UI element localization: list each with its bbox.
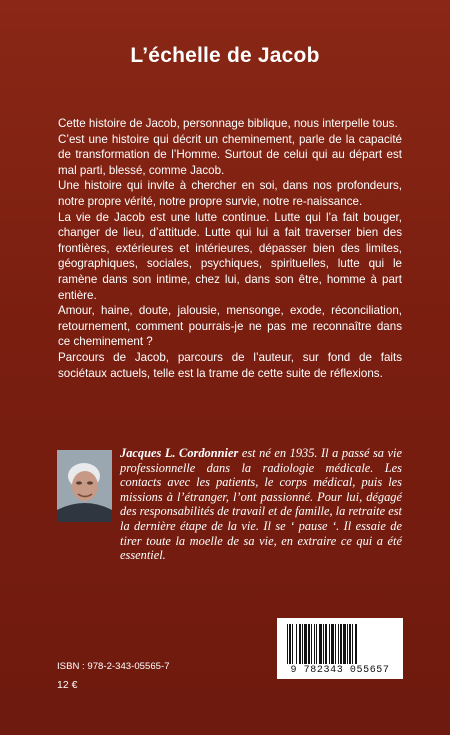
- barcode-bar: [340, 624, 342, 664]
- barcode-bar: [316, 624, 317, 664]
- blurb-paragraph: Cette histoire de Jacob, personnage biblique, nous interpelle tous.: [58, 117, 398, 130]
- isbn: ISBN : 978-2-343-05565-7: [57, 661, 170, 672]
- barcode: [277, 618, 403, 679]
- author-bio-text: est né en 1935. Il a passé sa vie professionnelle dans la radiologie médicale. Les contacts avec les patients, le corps médical, puis les missions à l’étranger, l’ont passionné. Pour lui, dégagé des responsabilités de travail et de famille, la retraite est la dernière étape de la vie. Il se ‘ pause ‘. Il essaie de tirer toute la moelle de sa vie, en extraire ce qui a été essentiel.: [120, 446, 402, 563]
- barcode-digits: 9 782343 055657: [290, 665, 390, 676]
- author-bio: [120, 446, 402, 563]
- barcode-bar: [311, 624, 312, 664]
- book-title: L’échelle de Jacob: [130, 44, 320, 67]
- barcode-bar: [314, 624, 315, 664]
- barcode-bar: [347, 624, 348, 664]
- barcode-bar: [329, 624, 330, 664]
- blurb: [58, 116, 402, 381]
- barcode-bar: [287, 624, 288, 664]
- barcode-bar: [335, 624, 336, 664]
- barcode-bar: [349, 624, 351, 664]
- barcode-bar: [355, 624, 357, 664]
- barcode-bar: [319, 624, 322, 664]
- blurb-paragraph: Une histoire qui invite à chercher en soi, dans nos profondeurs, notre propre vérité, notre propre survie, notre re-naissance.: [58, 179, 402, 208]
- barcode-bar: [352, 624, 353, 664]
- barcode-bar: [296, 624, 297, 664]
- barcode-bar: [302, 624, 303, 664]
- barcode-bar: [308, 624, 310, 664]
- barcode-bar: [331, 624, 334, 664]
- price: 12 €: [57, 679, 78, 691]
- author-photo: [57, 450, 112, 522]
- barcode-bar: [323, 624, 324, 664]
- barcode-bar: [304, 624, 307, 664]
- blurb-paragraph: C’est une histoire qui décrit un cheminement, parle de la capacité de transformation de l’Homme. Surtout de celui qui au départ est mal parti, blessé, comme Jacob.: [58, 132, 402, 177]
- barcode-bar: [325, 624, 327, 664]
- barcode-bar: [343, 624, 346, 664]
- barcode-bar: [292, 624, 293, 664]
- blurb-paragraph: Amour, haine, doute, jalousie, mensonge, exode, réconciliation, retournement, comment pourrais-je ne pas me reconnaître dans ce cheminement ?: [58, 304, 402, 349]
- blurb-paragraph: Parcours de Jacob, parcours de l’auteur, sur fond de faits sociétaux actuels, telle est la trame de cette suite de réflexions.: [58, 350, 402, 380]
- barcode-bar: [289, 624, 291, 664]
- author-name: Jacques L. Cordonnier: [120, 446, 239, 460]
- barcode-bars: [285, 624, 395, 664]
- blurb-paragraph: La vie de Jacob est une lutte continue. Lutte qui l’a fait bouger, changer de lieu, d’attitude. Lutte qui lui a fait traverser bien des frontières, extérieures et intérieures, dépasser bien des limites, géographiques, sociales, psychiques, spirituelles, lutte qui le ramène dans son intime, chez lui, dans son être, homme à part entière.: [58, 210, 402, 302]
- barcode-bar: [338, 624, 339, 664]
- barcode-bar: [299, 624, 301, 664]
